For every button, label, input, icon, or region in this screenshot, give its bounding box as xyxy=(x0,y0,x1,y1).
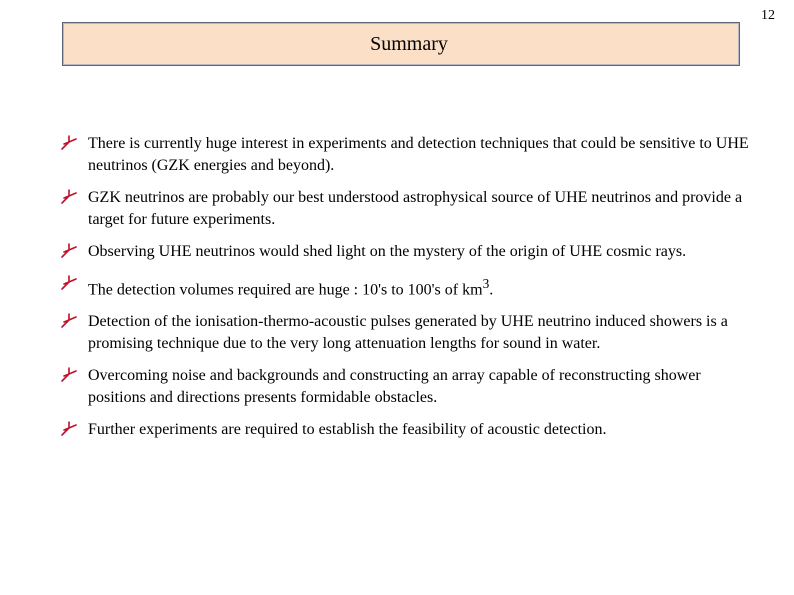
red-star-icon xyxy=(62,365,88,387)
bullet-item xyxy=(62,273,752,301)
bullet-text: There is currently huge interest in experiments and detection techniques that could be sensitive to UHE neutrinos (GZK energies and beyond). xyxy=(88,135,749,174)
bullet-text xyxy=(88,273,752,301)
bullet-item xyxy=(62,241,752,263)
slide-title: Summary xyxy=(370,32,448,55)
bullet-text: Detection of the ionisation-thermo-acoustic pulses generated by UHE neutrino induced showers is a promising technique due to the very long attenuation lengths for sound in water. xyxy=(88,313,728,353)
title-box xyxy=(62,22,740,66)
bullet-superscript: 3 xyxy=(482,276,490,291)
bullet-text: Further experiments are required to establish the feasibility of acoustic detection. xyxy=(88,421,607,439)
red-star-icon xyxy=(62,419,88,441)
bullet-text-main: The detection volumes required are huge : 10's to 100's of km xyxy=(88,281,483,299)
page-number: 12 xyxy=(761,8,775,23)
red-star-icon xyxy=(62,187,88,209)
red-star-icon xyxy=(62,273,88,295)
bullet-text: Overcoming noise and backgrounds and constructing an array capable of reconstructing shower positions and directions presents formidable obstacles. xyxy=(88,367,701,407)
bullet-list xyxy=(62,133,752,441)
bullet-item xyxy=(62,419,752,441)
bullet-text: GZK neutrinos are probably our best understood astrophysical source of UHE neutrinos and provide a target for future experiments. xyxy=(88,189,743,228)
red-star-icon xyxy=(62,133,88,155)
bullet-item xyxy=(62,187,752,231)
red-star-icon xyxy=(62,241,88,263)
bullet-item xyxy=(62,133,752,177)
bullet-suffix: . xyxy=(489,281,494,299)
red-star-icon xyxy=(62,311,88,333)
bullet-text: Observing UHE neutrinos would shed light on the mystery of the origin of UHE cosmic rays. xyxy=(88,243,687,260)
bullet-item xyxy=(62,311,752,355)
bullet-item xyxy=(62,365,752,409)
